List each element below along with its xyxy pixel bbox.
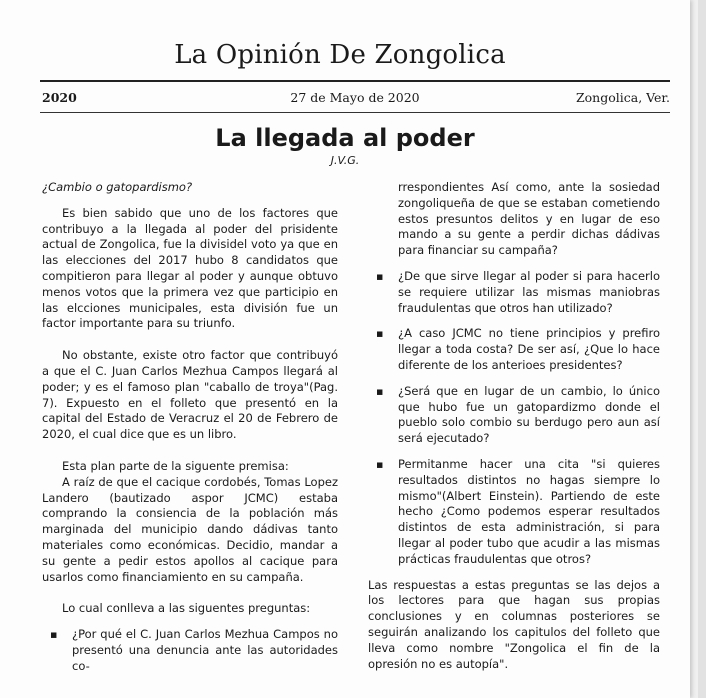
dateline-year: 2020	[42, 90, 77, 105]
dateline-place: Zongolica, Ver.	[575, 90, 670, 105]
bullet-icon: ▪	[376, 384, 384, 398]
question-text: ¿A caso JCMC no tiene principios y prefiro llegar a toda costa? De ser así, ¿Que lo hace diferente de los anterioes presidentes?	[398, 326, 660, 372]
list-item	[368, 326, 660, 373]
article-author: J.V.G.	[330, 154, 360, 167]
left-column	[42, 180, 338, 675]
masthead-rule-top	[40, 80, 670, 82]
questions-list	[42, 627, 338, 674]
paragraph: A raíz de que el cacique cordobés, Tomas Lopez Landero (bautizado aspor JCMC) estaba comprando la consiencia de la población más marginada del municipio dando dádivas tanto materiales como económicas. Decidio, mandar a su gente a pedir estos apollos al cacique para usarlos como financiamiento en su campaña.	[42, 474, 338, 584]
page-edge	[698, 0, 706, 698]
masthead-title: La Opinión De Zongolica	[174, 40, 506, 70]
list-item	[368, 457, 660, 568]
list-item	[368, 384, 660, 447]
paragraph: No obstante, existe otro factor que contribuyó a que el C. Juan Carlos Mezhua Campos llegará al poder; y es el famoso plan "caballo de troya"(Pag. 7). Expuesto en el folleto que presentó en la capital del Estado de Veracruz el 20 de Febrero de 2020, el cual dice que es un libro.	[42, 348, 338, 442]
question-text: Permitanme hacer una cita "si quieres resultados distintos no hagas siempre lo mismo"(Albert Einstein). Partiendo de este hecho ¿Como podemos esperar resultados distintos de esta administración, si para llegar al poder tubo que acudir a las mismas prácticas fraudulentas que otros?	[398, 456, 660, 566]
list-item	[368, 269, 660, 316]
closing-paragraph: Las respuestas a estas preguntas se las dejos a los lectores para que hagan sus propias conclusiones y en columnas posteriores se seguirán analizando los capitulos del folleto que lleva como nombre "Zongolica el fin de la opresión no es autopía".	[368, 577, 660, 671]
paragraph: Es bien sabido que uno de los factores que contribuyo a la llegada al poder del prisidente actual de Zongolica, fue la divisidel voto ya que en las elecciones del 2017 hubo 8 candidatos que compitieron para llegar al poder y aunque obtuvo menos votos que la primera vez que participio en las elcciones municipales, esta división fue un factor importante para su triunfo.	[42, 205, 338, 331]
bullet-icon: ▪	[376, 457, 384, 471]
questions-list	[368, 269, 660, 568]
dateline	[40, 90, 670, 106]
article-subheading: ¿Cambio o gatopardismo?	[42, 180, 193, 194]
question-text: ¿Por qué el C. Juan Carlos Mezhua Campos no presentó una denuncia ante las autoridades co-	[72, 627, 338, 673]
dateline-date: 27 de Mayo de 2020	[290, 90, 420, 105]
paragraph: Esta plan parte de la siguente premisa:	[62, 458, 289, 473]
bullet-icon: ▪	[376, 327, 384, 341]
list-item	[42, 627, 338, 674]
paragraph: Lo cual conlleva a las siguentes preguntas:	[62, 601, 311, 616]
bullet-icon: ▪	[50, 628, 58, 642]
bullet-icon: ▪	[376, 269, 384, 283]
right-column	[368, 180, 660, 672]
question-text: ¿De que sirve llegar al poder si para hacerlo se requiere utilizar las mismas maniobras fraudulentas que otros han utilizado?	[398, 268, 660, 315]
masthead-rule-bottom	[40, 112, 670, 113]
question-continuation: rrespondientes Así como, ante la sosiedad zongoliqueña de que se estaban cometiendo estos presuntos delitos y en lugar de eso mando a su gente a perdir dichas dádivas para financiar su campaña?	[398, 180, 660, 258]
question-text: ¿Será que en lugar de un cambio, lo único que hubo fue un gatopardizmo donde el pueblo solo combio su berdugo pero aun así será ejecutado?	[398, 383, 660, 446]
article-headline: La llegada al poder	[215, 124, 475, 152]
